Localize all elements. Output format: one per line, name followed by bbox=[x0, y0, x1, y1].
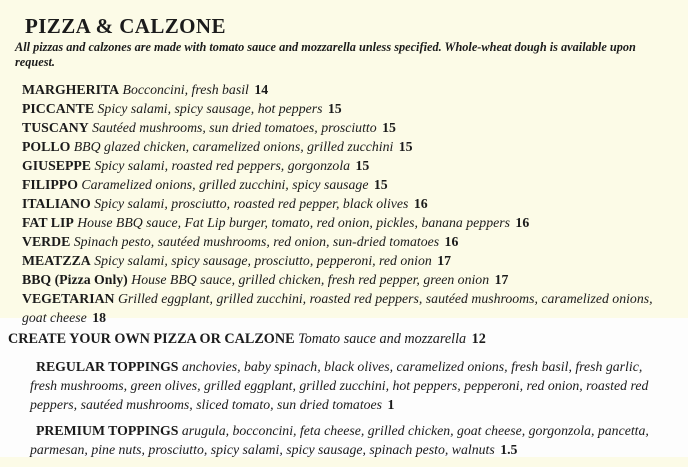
menu-item bbox=[22, 137, 666, 156]
item-description: Sautéed mushrooms, sun dried tomatoes, prosciutto bbox=[92, 120, 377, 135]
topping-group-list: anchovies, baby spinach, black olives, caramelized onions, fresh basil, fresh garlic, fresh mushrooms, green olives, grilled eggplant, grilled zucchini, hot peppers, pepperoni, red onion, roasted red peppers, sautéed mushrooms, sliced tomato, sun dried tomatoes bbox=[30, 359, 649, 412]
topping-group-list: arugula, bocconcini, feta cheese, grilled chicken, goat cheese, gorgonzola, pancetta, parmesan, pine nuts, prosciutto, spicy salami, spicy sausage, spinach pesto, walnuts bbox=[30, 423, 649, 457]
item-name: VERDE bbox=[22, 234, 71, 249]
item-name: POLLO bbox=[22, 139, 71, 154]
regular-toppings bbox=[30, 357, 670, 414]
item-name: PICCANTE bbox=[22, 101, 95, 116]
menu-item bbox=[22, 99, 666, 118]
custom-title: CREATE YOUR OWN PIZZA OR CALZONE bbox=[8, 331, 295, 347]
item-price: 16 bbox=[515, 215, 530, 230]
menu-item bbox=[22, 175, 666, 194]
item-description: House BBQ sauce, grilled chicken, fresh red pepper, green onion bbox=[131, 272, 490, 287]
menu-item bbox=[22, 213, 666, 232]
custom-description: Tomato sauce and mozzarella bbox=[298, 331, 467, 347]
item-description: Bocconcini, fresh basil bbox=[122, 82, 249, 97]
topping-group-name: REGULAR TOPPINGS bbox=[36, 359, 179, 374]
topping-group-name: PREMIUM TOPPINGS bbox=[36, 423, 179, 438]
item-name: BBQ (Pizza Only) bbox=[22, 272, 128, 287]
section-title: PIZZA & CALZONE bbox=[25, 14, 226, 38]
menu-item bbox=[22, 270, 666, 289]
item-price: 15 bbox=[327, 101, 342, 116]
custom-price: 12 bbox=[471, 331, 486, 347]
item-price: 16 bbox=[444, 234, 459, 249]
item-description: Grilled eggplant, grilled zucchini, roasted red peppers, sautéed mushrooms, caramelized onions, goat cheese bbox=[22, 291, 653, 325]
premium-toppings bbox=[30, 421, 670, 459]
menu-item bbox=[22, 251, 666, 270]
item-name: MEATZZA bbox=[22, 253, 91, 268]
item-description: BBQ glazed chicken, caramelized onions, grilled zucchini bbox=[73, 139, 394, 154]
item-name: TUSCANY bbox=[22, 120, 89, 135]
item-price: 18 bbox=[92, 310, 106, 325]
item-description: Spinach pesto, sautéed mushrooms, red onion, sun-dried tomatoes bbox=[73, 234, 440, 249]
item-description: Spicy salami, roasted red peppers, gorgonzola bbox=[94, 158, 351, 173]
menu-item bbox=[22, 156, 666, 175]
menu-item bbox=[22, 194, 666, 213]
menu-item bbox=[22, 232, 666, 251]
item-price: 14 bbox=[254, 82, 269, 97]
item-description: Spicy salami, spicy sausage, hot peppers bbox=[97, 101, 323, 116]
item-price: 15 bbox=[355, 158, 370, 173]
menu-note: All pizzas and calzones are made with tomato sauce and mozzarella unless specified. Whole-wheat dough is available upon request. bbox=[15, 40, 636, 69]
item-name: VEGETARIAN bbox=[22, 291, 115, 306]
item-description: Spicy salami, prosciutto, roasted red pepper, black olives bbox=[94, 196, 409, 211]
item-name: MARGHERITA bbox=[22, 82, 120, 97]
item-name: FAT LIP bbox=[22, 215, 74, 230]
item-description: House BBQ sauce, Fat Lip burger, tomato, red onion, pickles, banana peppers bbox=[77, 215, 510, 230]
menu-item bbox=[22, 118, 666, 137]
menu-item bbox=[22, 80, 666, 99]
item-price: 15 bbox=[398, 139, 413, 154]
item-price: 17 bbox=[437, 253, 452, 268]
item-price: 16 bbox=[413, 196, 428, 211]
item-name: FILIPPO bbox=[22, 177, 78, 192]
item-price: 15 bbox=[382, 120, 396, 135]
topping-group-price: 1 bbox=[387, 397, 395, 412]
item-price: 15 bbox=[373, 177, 388, 192]
item-description: Caramelized onions, grilled zucchini, spicy sausage bbox=[81, 177, 369, 192]
item-name: GIUSEPPE bbox=[22, 158, 91, 173]
item-description: Spicy salami, spicy sausage, prosciutto, pepperoni, red onion bbox=[94, 253, 432, 268]
create-your-own-section bbox=[0, 318, 688, 457]
menu-item-list bbox=[22, 80, 666, 327]
topping-group-price: 1.5 bbox=[500, 442, 518, 457]
item-name: ITALIANO bbox=[22, 196, 91, 211]
item-price: 17 bbox=[494, 272, 509, 287]
create-your-own-header bbox=[8, 329, 670, 350]
